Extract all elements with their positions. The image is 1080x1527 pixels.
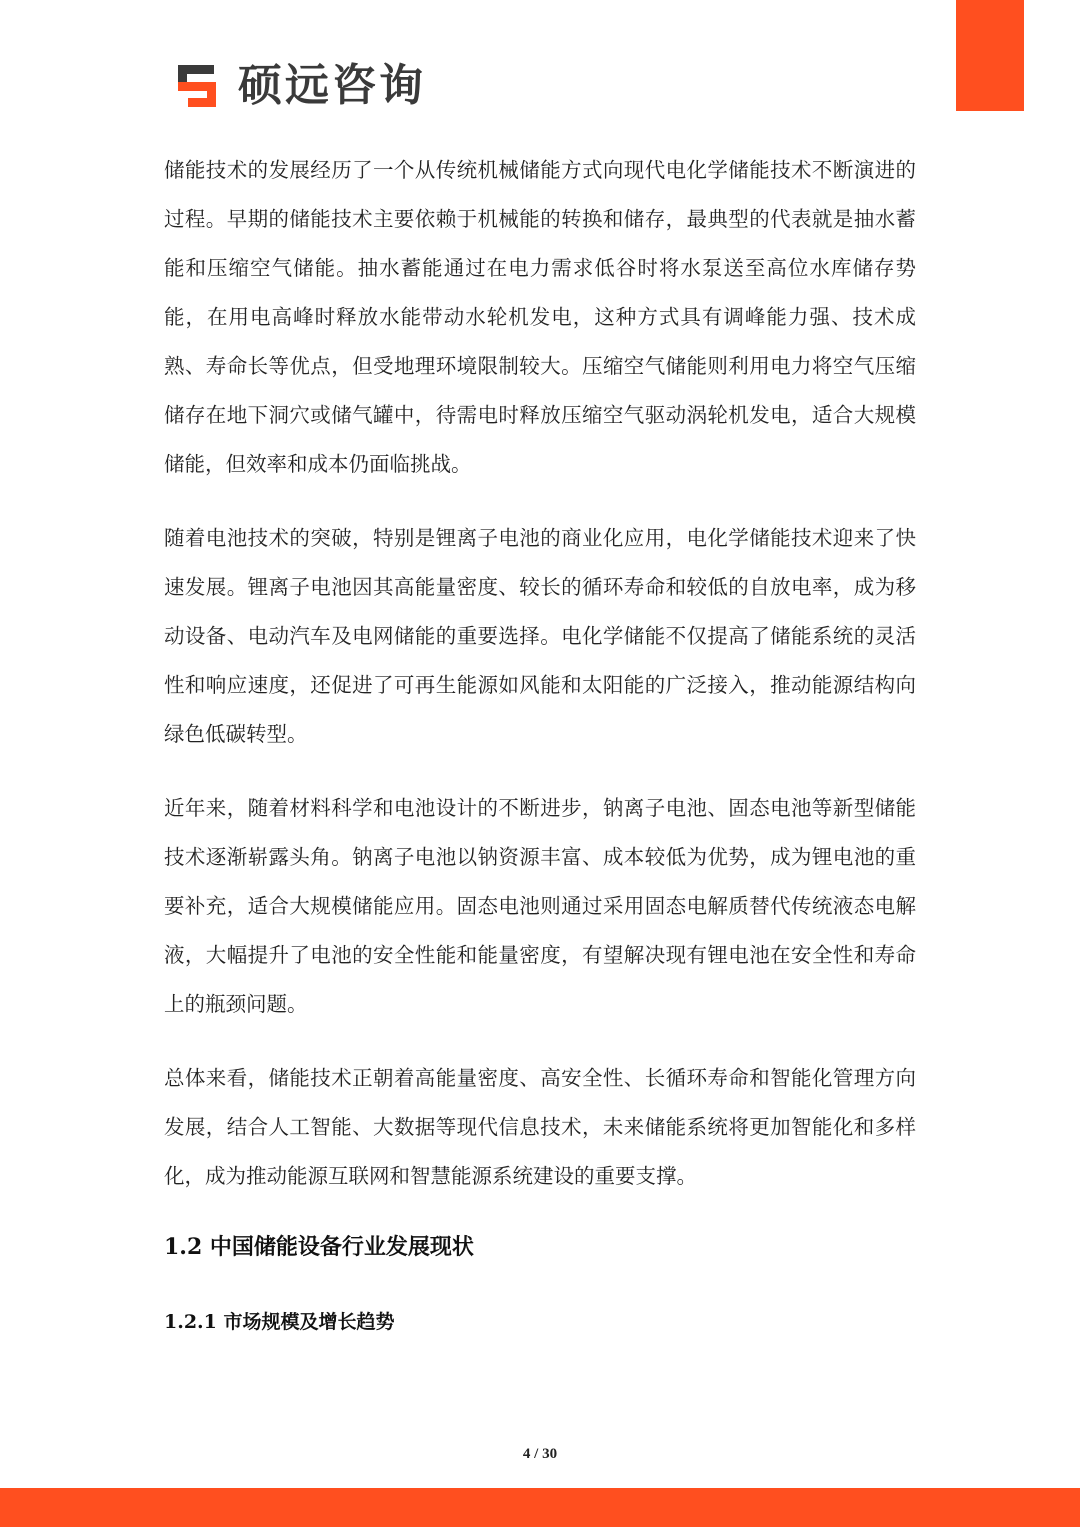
paragraph: 随着电池技术的突破，特别是锂离子电池的商业化应用，电化学储能技术迎来了快速发展。锂离子电池因其高能量密度、较长的循环寿命和较低的自放电率，成为移动设备、电动汽车及电网储能的重要选择。电化学储能不仅提高了储能系统的灵活性和响应速度，还促进了可再生能源如风能和太阳能的广泛接入，推动能源结构向绿色低碳转型。: [164, 526, 916, 746]
paragraph: 储能技术的发展经历了一个从传统机械储能方式向现代电化学储能技术不断演进的过程。早期的储能技术主要依赖于机械能的转换和储存，最典型的代表就是抽水蓄能和压缩空气储能。抽水蓄能通过在电力需求低谷时将水泵送至高位水库储存势能，在用电高峰时释放水能带动水轮机发电，这种方式具有调峰能力强、技术成熟、寿命长等优点，但受地理环境限制较大。压缩空气储能则利用电力将空气压缩储存在地下洞穴或储气罐中，待需电时释放压缩空气驱动涡轮机发电，适合大规模储能，但效率和成本仍面临挑战。: [164, 158, 916, 476]
company-logo: [176, 58, 426, 114]
paragraph: 近年来，随着材料科学和电池设计的不断进步，钠离子电池、固态电池等新型储能技术逐渐崭露头角。钠离子电池以钠资源丰富、成本较低为优势，成为锂电池的重要补充，适合大规模储能应用。固态电池则通过采用固态电解质替代传统液态电解液，大幅提升了电池的安全性能和能量密度，有望解决现有锂电池在安全性和寿命上的瓶颈问题。: [164, 796, 916, 1016]
section-heading: 1.2 中国储能设备行业发展现状: [164, 1234, 474, 1260]
logo-mark-icon: [176, 61, 226, 111]
logo-text: 硕远咨询: [238, 60, 426, 111]
subsection-heading: 1.2.1 市场规模及增长趋势: [164, 1311, 395, 1333]
page-number: 4 / 30: [522, 1446, 558, 1462]
paragraph: 总体来看，储能技术正朝着高能量密度、高安全性、长循环寿命和智能化管理方向发展，结合人工智能、大数据等现代信息技术，未来储能系统将更加智能化和多样化，成为推动能源互联网和智慧能源系统建设的重要支撑。: [164, 1066, 916, 1188]
footer-accent-bar: [0, 1488, 1080, 1527]
corner-accent-tab: [956, 0, 1024, 111]
page-content: [164, 146, 916, 1336]
